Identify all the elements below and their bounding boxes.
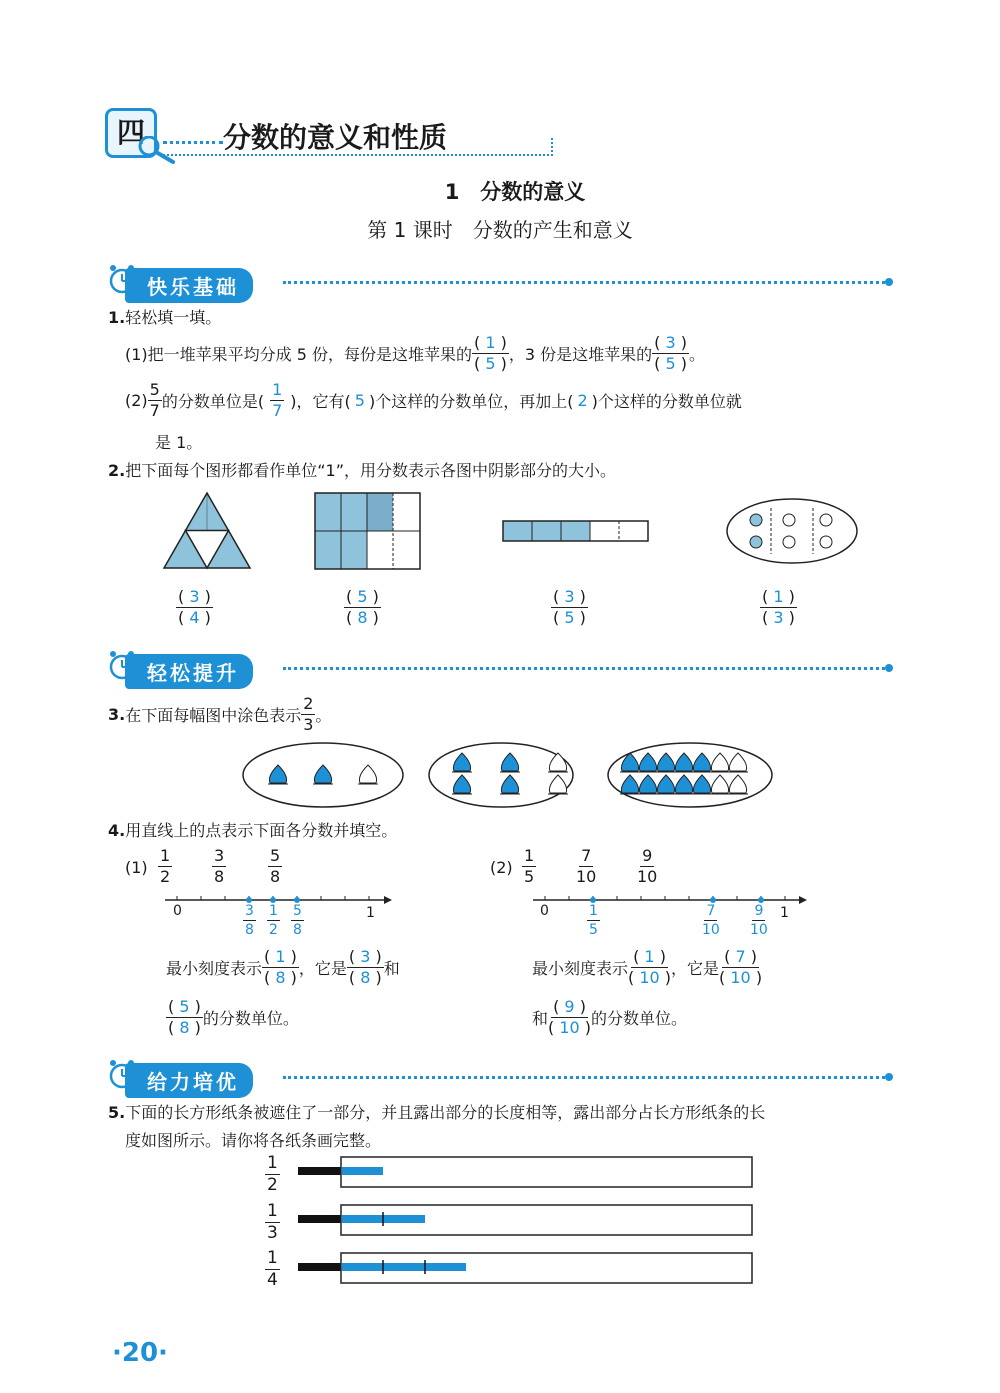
q4-p2-point-1: $\frac{1}{5}$ [589,903,598,938]
q2-answers [0,588,1000,628]
q5-text-1: 下面的长方形纸条被遮住了一部分，并且露出部分的长度相等，露出部分占长方形纸条的长 [125,1103,766,1122]
q4-p1-prefix: (1) [125,858,148,877]
q5-text-2: 度如图所示。请你将各纸条画完整。 [125,1131,382,1150]
strip-3 [298,1253,752,1283]
q4-p1-given-3: $\frac{5}{8}$ [270,846,281,886]
q3-end: 。 [315,706,332,725]
section-title-improve: 轻松提升 [125,654,253,689]
q4-p1-answer-1[interactable]: ( 1 ) ( 8 ) [264,947,297,987]
q4-p1-answer-2[interactable]: ( 3 ) ( 8 ) [348,947,382,987]
q4-p2-point-3: $\frac{9}{10}$ [750,903,768,938]
q1-text: 轻松填一填。 [125,308,222,327]
q5-strip-1-fraction: $\frac{1}{2}$ [267,1153,278,1195]
section-title-basic: 快乐基础 [125,268,253,303]
q4-p1-given-1: $\frac{1}{2}$ [160,846,171,886]
q4-p2-one: 1 [780,905,789,921]
section-dot-end [885,664,893,672]
peach-group-1 [243,743,403,807]
q2-figures [150,488,870,578]
q2-answer-2[interactable]: ( 5 ) ( 8 ) [346,587,379,627]
section-title-advanced: 给力培优 [125,1063,253,1098]
section-header-advanced [105,1057,895,1097]
triangle-figure [164,493,250,568]
q1-part1 [125,334,705,372]
section-dots [283,281,885,284]
q1-p1-text-a: (1)把一堆苹果平均分成 5 份，每份是这堆苹果的 [125,344,473,364]
q2-label: 2. [108,461,126,480]
q1-p2-answer-3[interactable]: 2 [577,391,588,410]
q1-p2-text-a: 的分数单位是( [161,392,265,411]
q1-p2-line2: 是 1。 [155,433,203,452]
section-header-basic [105,262,895,302]
section-dot-end [885,1073,893,1081]
number-line-1 [160,890,400,910]
q1-label: 1. [108,308,126,327]
q1-part2 [125,382,742,419]
q2-answer-1[interactable]: ( 3 ) ( 4 ) [178,587,211,627]
q4-p2-given-1: $\frac{1}{5}$ [524,846,535,886]
strip-figure [503,521,648,541]
q3-title [108,696,331,733]
q3-figures [240,740,780,810]
strip-2 [298,1205,752,1235]
q1-p2-answer-2[interactable]: 5 [354,391,365,410]
q4-p1-fill-line2: ( 5 ) ( 8 ) 的分数单位。 [168,997,299,1037]
rectangle-figure [315,493,420,569]
lesson-subtitle: 第 1 课时 分数的产生和意义 [367,218,633,242]
q4-p2-answer-3[interactable]: ( 9 ) ( 10 ) [548,997,592,1037]
chapter-title: 分数的意义和性质 [223,121,448,154]
q1-p1-end: 。 [689,344,706,364]
q4-p2-given-3: $\frac{9}{10}$ [637,846,658,886]
q1-p2-prefix: (2) [125,391,148,410]
q4-label: 4. [108,821,126,840]
page-number: ·20· [112,1338,168,1368]
q1-p2-text-b: )，它有( [290,392,351,411]
q5-label: 5. [108,1103,126,1122]
chapter-frame [163,138,553,156]
q5-strip-3-fraction: $\frac{1}{4}$ [267,1248,278,1290]
q5-strip-2-fraction: $\frac{1}{3}$ [267,1201,278,1243]
q4-p2-fill-line2: 和 ( 9 ) ( 10 ) 的分数单位。 [532,997,688,1037]
q4-p1-point-3: $\frac{5}{8}$ [293,903,302,938]
q4-p1-given-2: $\frac{3}{8}$ [214,846,225,886]
section-header-improve [105,648,895,688]
q1-p2-fraction: $\frac{5}{7}$ [149,380,160,420]
q4-p1-fill-line1: 最小刻度表示 ( 1 ) ( 8 ) ，它是 ( 3 ) ( 8 ) 和 [166,947,400,987]
q4-title [108,818,397,841]
q3-label: 3. [108,705,126,724]
q4-p1-point-1: $\frac{3}{8}$ [245,903,254,938]
oval-figure [727,499,857,563]
number-line-2 [528,890,818,910]
q2-answer-3[interactable]: ( 3 ) ( 5 ) [553,587,586,627]
q4-p2-point-2: $\frac{7}{10}$ [702,903,720,938]
strip-1 [298,1157,752,1187]
q4-p2-fill-line1: 最小刻度表示 ( 1 ) ( 10 ) ，它是 ( 7 ) ( 10 ) [532,947,763,987]
q1-p1-text-b: ，3 份是这堆苹果的 [508,344,653,364]
chapter-header [105,108,555,168]
q4-p2-zero: 0 [540,903,549,919]
q5-line1 [108,1100,765,1123]
q4-p1-answer-3[interactable]: ( 5 ) ( 8 ) [168,997,201,1037]
q4-p1-point-2: $\frac{1}{2}$ [269,903,278,938]
q1-p2-text-d: )个这样的分数单位就 [591,392,742,411]
q1-p1-answer-2[interactable]: ( 3 ) ( 5 ) [654,333,687,373]
q1-p2-answer-1[interactable]: $\frac{1}{7}$ [272,380,283,420]
section-dots [283,667,885,670]
section-dot-end [885,278,893,286]
chapter-number: 四 [116,116,145,149]
q1-p1-answer-1[interactable]: ( 1 ) ( 5 ) [474,333,507,373]
q1-p2-text-c: )个这样的分数单位，再加上( [368,392,574,411]
q4-p1-zero: 0 [173,903,182,919]
q5-strips [298,1155,758,1285]
q3-text: 在下面每幅图中涂色表示 [125,706,302,725]
q4-p2-answer-2[interactable]: ( 7 ) ( 10 ) [719,947,763,987]
q2-title [108,458,616,481]
peach-group-3 [608,743,772,807]
lesson-title: 1 分数的意义 [444,180,586,204]
q1-title [108,305,221,328]
q4-p1-one: 1 [366,905,375,921]
q4-p2-answer-1[interactable]: ( 1 ) ( 10 ) [628,947,672,987]
q3-fraction: $\frac{2}{3}$ [303,694,314,734]
q4-text: 用直线上的点表示下面各分数并填空。 [125,821,398,840]
peach-group-2 [429,743,573,807]
q4-p2-given-2: $\frac{7}{10}$ [576,846,597,886]
q2-answer-4[interactable]: ( 1 ) ( 3 ) [762,587,795,627]
q4-p2-prefix: (2) [490,858,513,877]
q2-text: 把下面每个图形都看作单位“1”，用分数表示各图中阴影部分的大小。 [125,461,616,480]
section-dots [283,1076,885,1079]
